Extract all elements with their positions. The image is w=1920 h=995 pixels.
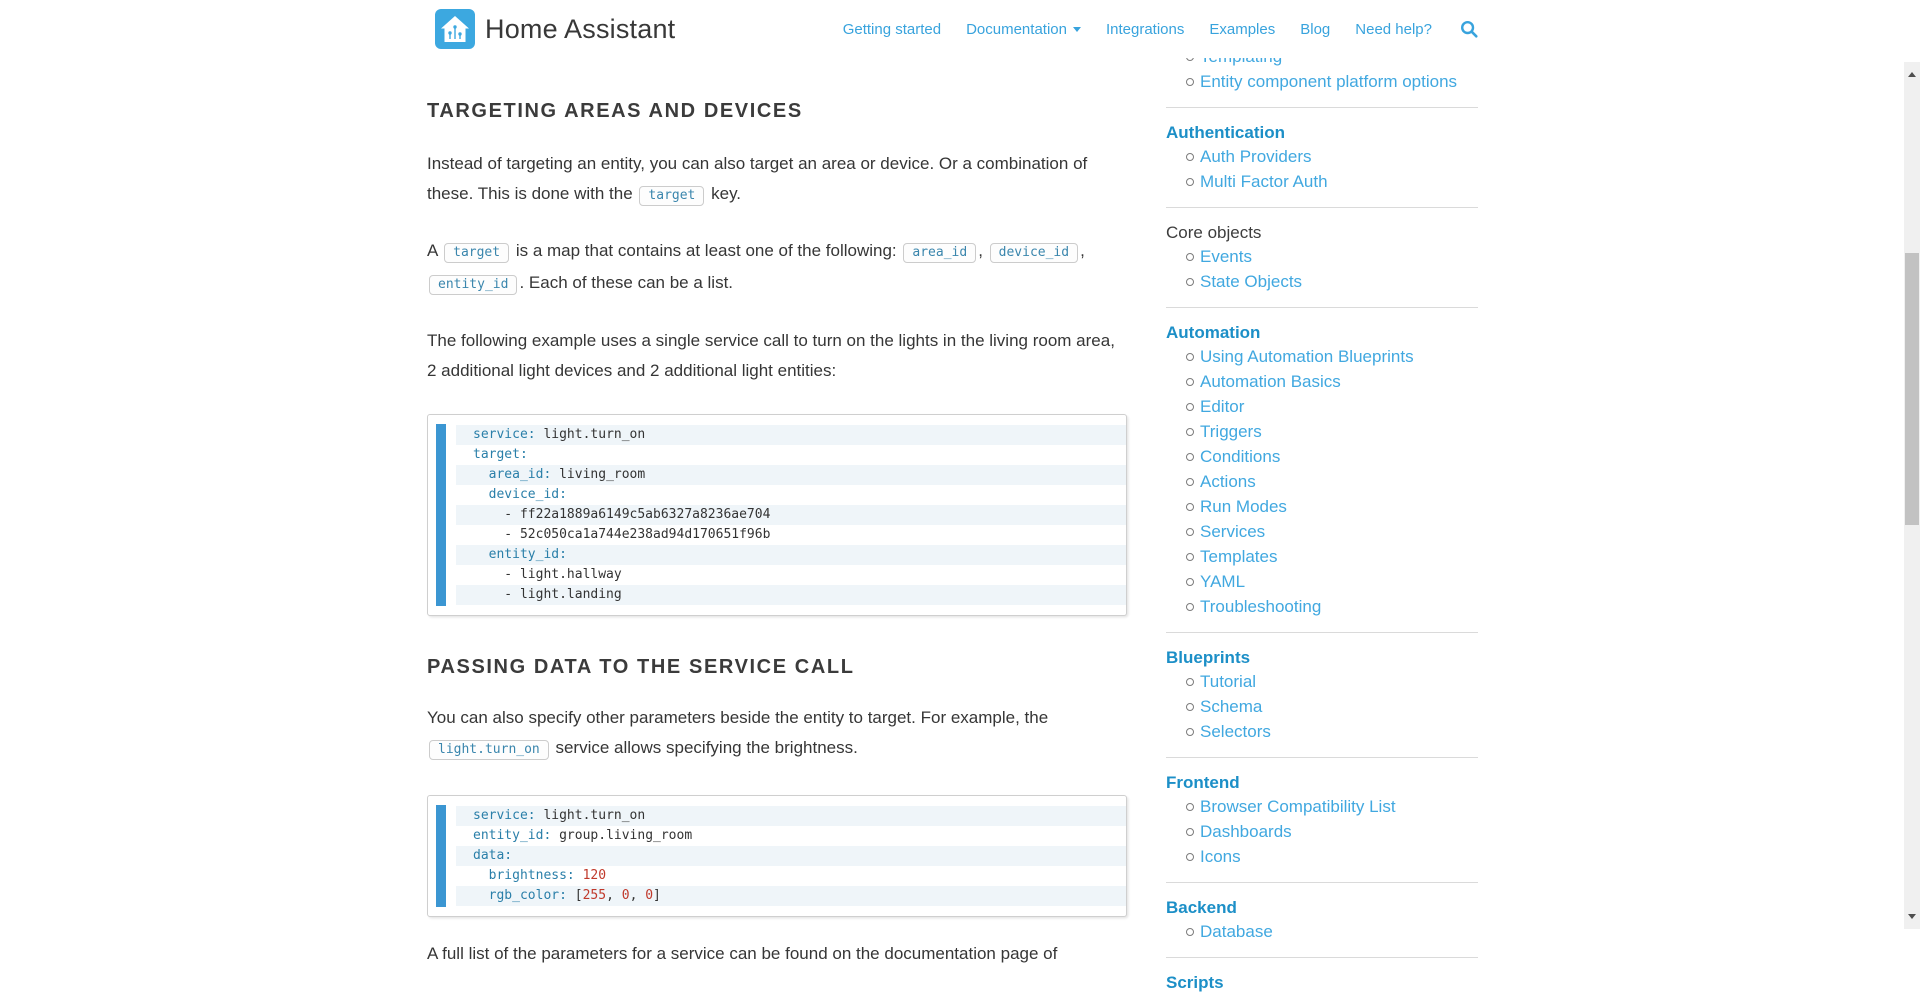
code-line: device_id: xyxy=(488,487,567,502)
sidebar-item-label: Database xyxy=(1200,922,1273,941)
nav-need-help-[interactable]: Need help? xyxy=(1355,20,1432,38)
bullet-icon xyxy=(1186,928,1194,936)
nav-documentation[interactable]: Documentation xyxy=(966,21,1081,38)
sidebar-item-services[interactable] xyxy=(1166,520,1478,545)
sidebar-item-using-automation-blueprints[interactable] xyxy=(1166,345,1478,370)
sidebar-item-tutorial[interactable] xyxy=(1166,670,1478,695)
bullet-icon xyxy=(1186,428,1194,436)
bullet-icon xyxy=(1186,603,1194,611)
bullet-icon xyxy=(1186,453,1194,461)
sidebar-item-label: Troubleshooting xyxy=(1200,597,1322,616)
bullet-icon xyxy=(1186,578,1194,586)
code-line: - light.landing xyxy=(456,585,1126,605)
main-content xyxy=(427,58,1127,969)
paragraph-example-intro: The following example uses a single service call to turn on the lights in the living room area, 2 additional light devices and 2 additional light entities: xyxy=(427,331,1115,380)
inline-code: target xyxy=(639,186,704,206)
sidebar-item-dashboards[interactable] xyxy=(1166,820,1478,845)
bullet-icon xyxy=(1186,728,1194,736)
sidebar-item-selectors[interactable] xyxy=(1166,720,1478,745)
sidebar-item-label: Editor xyxy=(1200,397,1245,416)
bullet-icon xyxy=(1186,478,1194,486)
sidebar-section-header-automation[interactable]: Automation xyxy=(1166,323,1261,342)
code-line: area_id: living_room xyxy=(456,465,1126,485)
code-lines xyxy=(456,425,1126,605)
sidebar-item-triggers[interactable] xyxy=(1166,420,1478,445)
bullet-icon xyxy=(1186,853,1194,861)
code-line: service: light.turn_on xyxy=(456,425,1126,445)
sidebar-item-icons[interactable] xyxy=(1166,845,1478,870)
header-nav xyxy=(843,0,1479,58)
nav-blog[interactable]: Blog xyxy=(1300,20,1331,38)
sidebar-item-events[interactable] xyxy=(1166,245,1478,270)
sidebar-item-label: Icons xyxy=(1200,847,1241,866)
bullet-icon xyxy=(1186,553,1194,561)
sidebar-item-label: State Objects xyxy=(1200,272,1303,291)
sidebar-item-label: Run Modes xyxy=(1200,497,1287,516)
sidebar-item-templates[interactable] xyxy=(1166,545,1478,570)
bullet-icon xyxy=(1186,378,1194,386)
bullet-icon xyxy=(1186,828,1194,836)
sidebar-item-browser-compatibility-list[interactable] xyxy=(1166,795,1478,820)
bullet-icon xyxy=(1186,703,1194,711)
sidebar-divider xyxy=(1166,757,1478,758)
sidebar-item-multi-factor-auth[interactable] xyxy=(1166,170,1478,195)
code-block-data-example xyxy=(427,795,1127,917)
sidebar-item-label: Automation Basics xyxy=(1200,372,1341,391)
code-line: data: xyxy=(456,846,1126,866)
code-lines xyxy=(456,806,1126,906)
sidebar-section-header-blueprints[interactable]: Blueprints xyxy=(1166,648,1251,667)
sidebar-item-troubleshooting[interactable] xyxy=(1166,595,1478,620)
scroll-up-button[interactable] xyxy=(1904,66,1920,82)
paragraph-passing-data-intro: You can also specify other parameters beside the entity to target. For example, the light.turn_on service allows specifying the brightness. xyxy=(427,703,1127,765)
inline-code: light.turn_on xyxy=(429,740,549,760)
inline-code: device_id xyxy=(990,243,1078,263)
sidebar-item-label: Selectors xyxy=(1200,722,1271,741)
code-accent-bar xyxy=(436,424,446,606)
sidebar-item-label: Events xyxy=(1200,247,1252,266)
sidebar-item-database[interactable] xyxy=(1166,920,1478,945)
sidebar-item-run-modes[interactable] xyxy=(1166,495,1478,520)
sidebar-item-label: Triggers xyxy=(1200,422,1262,441)
sidebar-item-editor[interactable] xyxy=(1166,395,1478,420)
code-line: rgb_color: [255, 0, 0] xyxy=(456,886,1126,906)
code-line: - light.hallway xyxy=(473,567,622,582)
bullet-icon xyxy=(1186,353,1194,361)
scrollbar-thumb[interactable] xyxy=(1905,253,1919,525)
triangle-up-icon xyxy=(1908,72,1916,77)
scrollbar xyxy=(1904,0,1920,929)
sidebar-item-label: Tutorial xyxy=(1200,672,1257,691)
paragraph-targeting-intro: Instead of targeting an entity, you can also target an area or device. Or a combination of these. This is done with the target key. xyxy=(427,149,1127,211)
triangle-down-icon xyxy=(1908,914,1916,919)
search-icon[interactable] xyxy=(1459,19,1479,39)
sidebar-item-state-objects[interactable] xyxy=(1166,270,1478,295)
header xyxy=(0,0,1904,58)
sidebar-section-header-core-objects: Core objects xyxy=(1166,223,1262,242)
sidebar-divider xyxy=(1166,882,1478,883)
sidebar-item-label: Schema xyxy=(1200,697,1263,716)
sidebar-divider xyxy=(1166,107,1478,108)
sidebar-item-label: Services xyxy=(1200,522,1266,541)
sidebar-item-schema[interactable] xyxy=(1166,695,1478,720)
sidebar-divider xyxy=(1166,307,1478,308)
sidebar-section-header-authentication[interactable]: Authentication xyxy=(1166,123,1285,142)
sidebar-section-header-frontend[interactable]: Frontend xyxy=(1166,773,1240,792)
bullet-icon xyxy=(1186,803,1194,811)
inline-code: area_id xyxy=(903,243,976,263)
code-line: brightness: 120 xyxy=(488,868,607,883)
paragraph-target-map: A target is a map that contains at least one of the following: area_id , device_id , entity_id . Each of these can be a list. xyxy=(427,236,1127,300)
bullet-icon xyxy=(1186,253,1194,261)
sidebar-item-label: Using Automation Blueprints xyxy=(1200,347,1414,366)
sidebar-item-label: Multi Factor Auth xyxy=(1200,172,1328,191)
sidebar-item-label: Entity component platform options xyxy=(1200,72,1458,91)
sidebar-item-label: Templates xyxy=(1200,547,1278,566)
chevron-down-icon xyxy=(1073,27,1081,32)
sidebar-item-label: Auth Providers xyxy=(1200,147,1312,166)
section-heading-passing-data: PASSING DATA TO THE SERVICE CALL xyxy=(427,656,855,678)
brand-title[interactable]: Home Assistant xyxy=(485,14,676,44)
sidebar-divider xyxy=(1166,957,1478,958)
code-accent-bar xyxy=(436,805,446,907)
scroll-down-button[interactable] xyxy=(1904,908,1920,924)
sidebar-item-label: Conditions xyxy=(1200,447,1281,466)
section-heading-targeting-areas: TARGETING AREAS AND DEVICES xyxy=(427,100,803,122)
sidebar-item-entity-component-platform-options[interactable] xyxy=(1166,70,1478,95)
sidebar-item-actions[interactable] xyxy=(1166,470,1478,495)
bullet-icon xyxy=(1186,178,1194,186)
sidebar-item-label: Actions xyxy=(1200,472,1256,491)
inline-code: target xyxy=(444,243,509,263)
code-line: entity_id: group.living_room xyxy=(473,828,693,843)
sidebar-divider xyxy=(1166,207,1478,208)
sidebar-item-automation-basics[interactable] xyxy=(1166,370,1478,395)
sidebar-item-label: Browser Compatibility List xyxy=(1200,797,1396,816)
nav-getting-started[interactable]: Getting started xyxy=(842,20,942,38)
sidebar-item-label: Dashboards xyxy=(1200,822,1292,841)
bullet-icon xyxy=(1186,403,1194,411)
code-line: target: xyxy=(473,447,528,462)
sidebar-item-auth-providers[interactable] xyxy=(1166,145,1478,170)
sidebar-section-header-backend[interactable]: Backend xyxy=(1166,898,1237,917)
bullet-icon xyxy=(1186,503,1194,511)
sidebar-nav xyxy=(1166,0,1478,995)
sidebar-item-conditions[interactable] xyxy=(1166,445,1478,470)
sidebar-item-label: YAML xyxy=(1200,572,1246,591)
sidebar-section-header-scripts[interactable]: Scripts xyxy=(1166,973,1224,992)
nav-integrations[interactable]: Integrations xyxy=(1105,20,1185,38)
bullet-icon xyxy=(1186,278,1194,286)
bullet-icon xyxy=(1186,153,1194,161)
bullet-icon xyxy=(1186,678,1194,686)
inline-code: entity_id xyxy=(429,275,517,295)
code-line: entity_id: xyxy=(456,545,1126,565)
code-block-target-example xyxy=(427,414,1127,616)
bullet-icon xyxy=(1186,78,1194,86)
nav-examples[interactable]: Examples xyxy=(1209,20,1276,38)
sidebar-item-yaml[interactable] xyxy=(1166,570,1478,595)
bullet-icon xyxy=(1186,528,1194,536)
code-line: - ff22a1889a6149c5ab6327a8236ae704 xyxy=(456,505,1126,525)
paragraph-full-list: A full list of the parameters for a service can be found on the documentation page of xyxy=(427,944,1058,963)
code-line: service: light.turn_on xyxy=(456,806,1126,826)
code-line: - 52c050ca1a744e238ad94d170651f96b xyxy=(473,527,771,542)
home-assistant-logo-icon[interactable] xyxy=(435,9,475,49)
sidebar-divider xyxy=(1166,632,1478,633)
